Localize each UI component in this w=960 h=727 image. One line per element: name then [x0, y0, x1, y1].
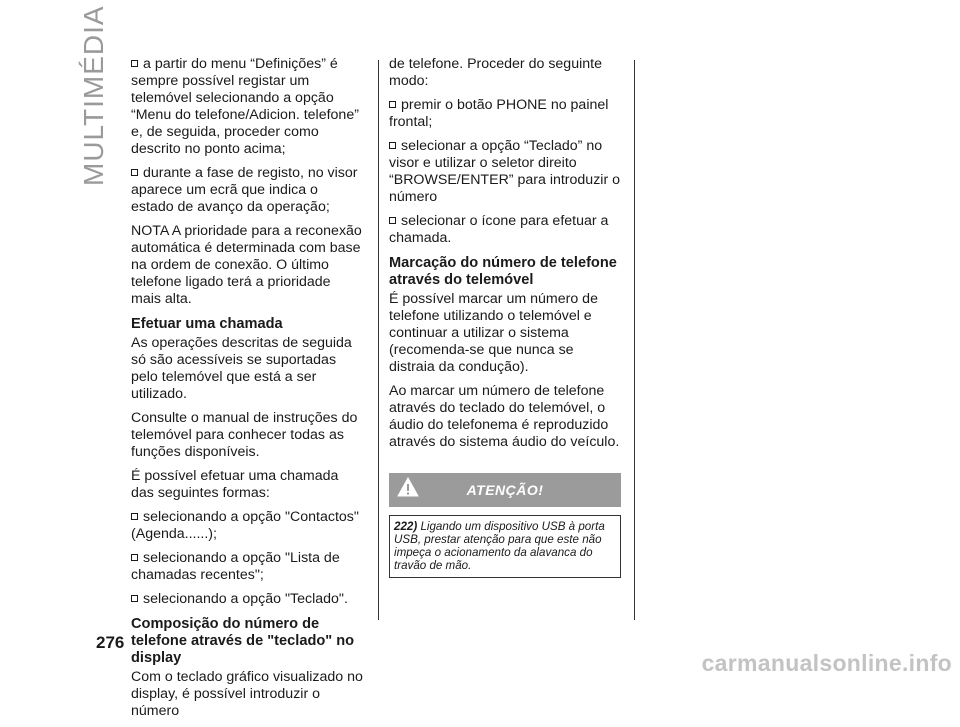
bullet-square-icon	[131, 513, 138, 520]
paragraph: É possível efetuar uma chamada das seguintes formas:	[131, 468, 339, 501]
warning-title: ATENÇÃO!	[466, 482, 544, 498]
bullet-square-icon	[131, 595, 138, 602]
bullet-square-icon	[389, 217, 396, 224]
bullet-item: premir o botão PHONE no painel frontal;	[389, 97, 609, 130]
bullet-item: selecionando a opção "Teclado".	[131, 591, 363, 608]
bullet-square-icon	[131, 60, 138, 67]
bullet-item: selecionando a opção "Contactos" (Agenda......);	[131, 509, 359, 542]
page-number: 276	[96, 633, 125, 652]
watermark: carmanualsonline.info	[701, 650, 952, 676]
heading-make-call: Efetuar uma chamada	[131, 316, 283, 332]
paragraph: Com o teclado gráfico visualizado no display, é possível introduzir o número	[131, 669, 363, 719]
text-column-left	[131, 56, 363, 727]
warning-box	[389, 515, 621, 578]
paragraph: As operações descritas de seguida só são acessíveis se suportadas pelo telemóvel que está a ser utilizado.	[131, 335, 352, 402]
bullet-item: a partir do menu “Definições” é sempre possível registar um telemóvel selecionando a opção “Menu do telefone/Adicion. telefone” e, de seguida, proceder como descrito no ponto acima;	[131, 56, 359, 157]
bullet-square-icon	[131, 169, 138, 176]
warning-number: 222)	[394, 520, 418, 533]
note-paragraph: NOTA A prioridade para a reconexão automática é determinada com base na ordem de conexão. O último telefone ligado terá a prioridade mais alta.	[131, 223, 362, 307]
paragraph: Ao marcar um número de telefone através do teclado do telemóvel, o áudio do telefonema é reproduzido através do sistema áudio do veículo.	[389, 383, 620, 450]
warning-text: Ligando um dispositivo USB à porta USB, prestar atenção para que este não impeça o acionamento da alavanca do travão de mão.	[394, 520, 605, 572]
paragraph: de telefone. Proceder do seguinte modo:	[389, 56, 602, 89]
bullet-square-icon	[389, 101, 396, 108]
warning-header	[389, 473, 621, 507]
heading-dial-phone: Marcação do número de telefone através do telemóvel	[389, 255, 617, 288]
bullet-item: durante a fase de registo, no visor aparece um ecrã que indica o estado de avanço da operação;	[131, 165, 358, 215]
bullet-item: selecionar o ícone para efetuar a chamada.	[389, 213, 609, 246]
heading-keypad-dial: Composição do número de telefone através de "teclado" no display	[131, 616, 355, 666]
column-divider	[634, 60, 635, 620]
bullet-square-icon	[389, 142, 396, 149]
bullet-item: selecionando a opção "Lista de chamadas recentes";	[131, 550, 340, 583]
section-title: MULTIMÉDIA	[78, 5, 109, 186]
bullet-square-icon	[131, 554, 138, 561]
paragraph: Consulte o manual de instruções do telemóvel para conhecer todas as funções disponíveis.	[131, 410, 358, 460]
text-column-right	[389, 56, 621, 578]
column-divider	[378, 60, 379, 620]
paragraph: É possível marcar um número de telefone utilizando o telemóvel e continuar a utilizar o sistema (recomenda-se que nunca se distraia da condução).	[389, 291, 598, 375]
bullet-item: selecionar a opção “Teclado” no visor e utilizar o seletor direito “BROWSE/ENTER” para introduzir o número	[389, 138, 620, 205]
